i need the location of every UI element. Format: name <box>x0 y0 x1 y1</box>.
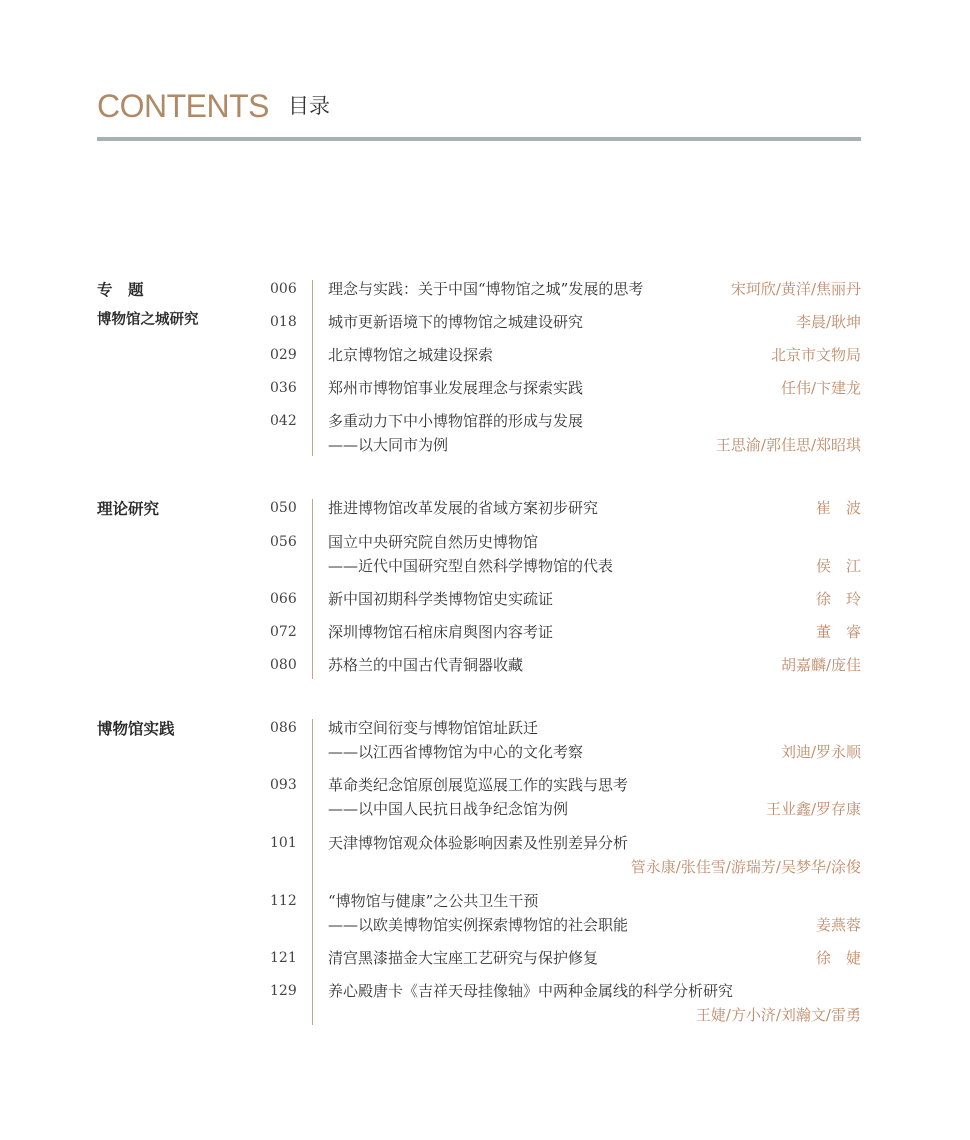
entry-subtitle: ——以大同市为例 <box>328 436 449 454</box>
section-title: 理论研究 <box>97 499 160 518</box>
entry-author: 管永康/张佳雪/游瑞芳/吴梦华/涂俊 <box>630 858 861 876</box>
section-divider-line <box>312 719 313 1025</box>
entry-subtitle: ——以江西省博物馆为中心的文化考察 <box>328 743 584 761</box>
entry-page: 066 <box>270 591 297 607</box>
section-title: 博物馆实践 <box>97 719 175 738</box>
entry-author: 姜燕蓉 <box>815 916 861 934</box>
entry-author: 徐 玲 <box>815 590 861 608</box>
entry-author: 崔 波 <box>815 499 861 517</box>
entry-page: 036 <box>270 380 297 396</box>
section-divider-line <box>312 499 313 679</box>
entry-author: 王业鑫/罗存康 <box>765 800 861 818</box>
entry-page: 050 <box>270 500 297 516</box>
entry-page: 101 <box>270 835 297 851</box>
entry-title: 新中国初期科学类博物馆史实疏证 <box>328 590 554 608</box>
entry-author: 任伟/卞建龙 <box>780 379 861 397</box>
entry-page: 006 <box>270 281 297 297</box>
section-divider-line <box>312 280 313 456</box>
entry-page: 086 <box>270 720 297 736</box>
entry-title: 多重动力下中小博物馆群的形成与发展 <box>328 412 584 430</box>
entry-subtitle: ——近代中国研究型自然科学博物馆的代表 <box>328 557 614 575</box>
entry-page: 093 <box>270 777 297 793</box>
entry-page: 121 <box>270 950 297 966</box>
entry-subtitle: ——以欧美博物馆实例探索博物馆的社会职能 <box>328 916 629 934</box>
entry-page: 018 <box>270 314 297 330</box>
entry-title: 革命类纪念馆原创展览巡展工作的实践与思考 <box>328 776 629 794</box>
entry-title: 城市更新语境下的博物馆之城建设研究 <box>328 313 584 331</box>
mulu-label: 目录 <box>288 94 330 118</box>
entry-author: 胡嘉麟/庞佳 <box>780 656 861 674</box>
entry-author: 北京市文物局 <box>770 346 861 364</box>
section-subtitle: 博物馆之城研究 <box>97 311 199 328</box>
entry-title: 理念与实践：关于中国“博物馆之城”发展的思考 <box>328 280 644 298</box>
entry-author: 李晨/耿坤 <box>795 313 861 331</box>
entry-title: 深圳博物馆石棺床肩舆图内容考证 <box>328 623 554 641</box>
entry-author: 王婕/方小济/刘瀚文/雷勇 <box>695 1006 861 1024</box>
contents-label: CONTENTS <box>97 88 269 124</box>
entry-author: 徐 婕 <box>815 949 861 967</box>
entry-page: 056 <box>270 534 297 550</box>
entry-page: 042 <box>270 413 297 429</box>
entry-author: 董 睿 <box>815 623 861 641</box>
entry-title: 北京博物馆之城建设探索 <box>328 346 494 364</box>
entry-author: 侯 江 <box>815 557 861 575</box>
section-title: 专 题 <box>97 280 144 299</box>
entry-title: 苏格兰的中国古代青铜器收藏 <box>328 656 524 674</box>
entry-page: 072 <box>270 624 297 640</box>
entry-page: 129 <box>270 983 297 999</box>
entry-page: 080 <box>270 657 297 673</box>
entry-author: 王思渝/郭佳思/郑昭琪 <box>715 436 861 454</box>
entry-title: 城市空间衍变与博物馆馆址跃迁 <box>328 719 539 737</box>
entry-author: 刘迪/罗永顺 <box>780 743 861 761</box>
entry-title: “博物馆与健康”之公共卫生干预 <box>328 892 539 910</box>
entry-page: 029 <box>270 347 297 363</box>
entry-title: 国立中央研究院自然历史博物馆 <box>328 533 539 551</box>
entry-title: 推进博物馆改革发展的省域方案初步研究 <box>328 499 599 517</box>
entry-title: 清宫黑漆描金大宝座工艺研究与保护修复 <box>328 949 599 967</box>
entry-title: 郑州市博物馆事业发展理念与探索实践 <box>328 379 584 397</box>
entry-author: 宋珂欣/黄洋/焦丽丹 <box>730 280 861 298</box>
entry-title: 天津博物馆观众体验影响因素及性别差异分析 <box>328 834 629 852</box>
entry-subtitle: ——以中国人民抗日战争纪念馆为例 <box>328 800 569 818</box>
entry-page: 112 <box>270 893 297 909</box>
entry-title: 养心殿唐卡《吉祥天母挂像轴》中两种金属线的科学分析研究 <box>328 982 734 1000</box>
header-rule <box>97 137 861 141</box>
